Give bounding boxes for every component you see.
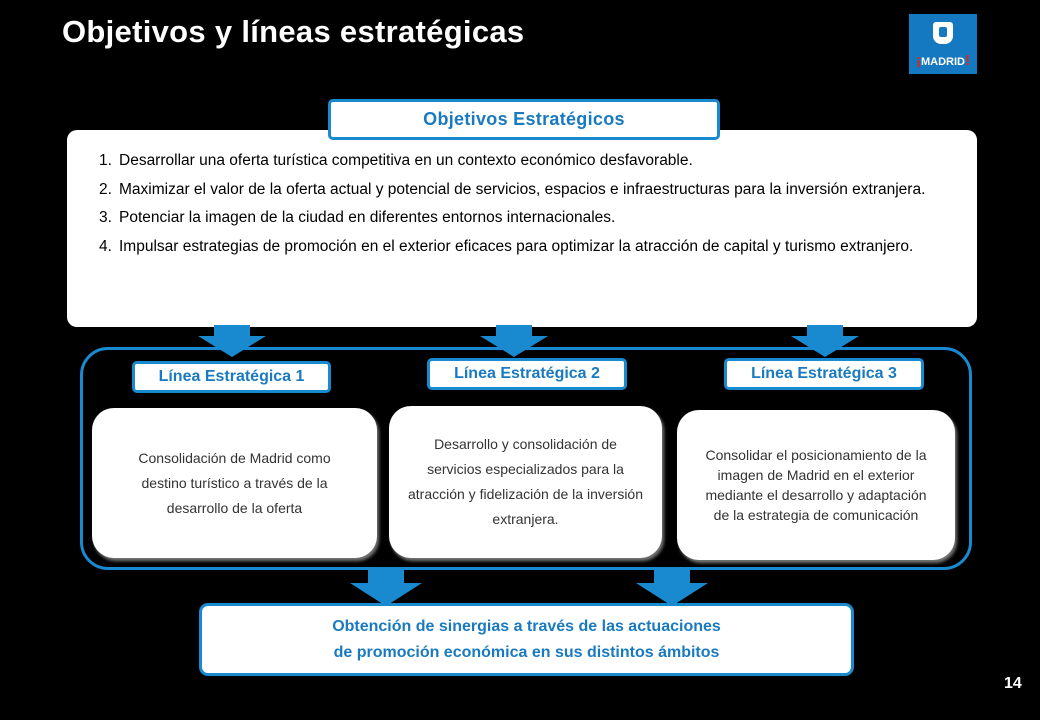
line-card-2 [389,406,662,558]
slide-title: Objetivos y líneas estratégicas [62,14,525,49]
line-card-3 [677,410,955,560]
line-label-2: Línea Estratégica 2 [427,358,627,390]
line-label-1: Línea Estratégica 1 [132,361,331,393]
logo-wordmark: ¡MADRID! [916,52,970,69]
objective-item: 4. Impulsar estrategias de promoción en el exterior eficaces para optimizar la atracción de capital y turismo extranjero. [99,237,914,255]
outcome-line-2: de promoción económica en sus distintos ámbitos [333,644,720,661]
objective-item: 2. Maximizar el valor de la oferta actual y potencial de servicios, espacios e infraestructuras para la inversión extranjera. [99,180,926,198]
page-number: 14 [1004,675,1022,692]
line-card-text: Consolidar el posicionamiento de la imagen de Madrid en el exterior mediante el desarrollo y adaptación de la estrategia de comunicación [705,447,927,523]
line-card-text: Consolidación de Madrid como destino turístico a través de la desarrollo de la oferta [138,449,331,516]
arrow-down-icon [636,570,708,606]
objective-item: 1. Desarrollar una oferta turística competitiva en un contexto económico desfavorable. [99,152,693,169]
line-label-3: Línea Estratégica 3 [724,358,924,390]
outcome-box [199,603,854,676]
line-card-1 [92,408,377,558]
arrow-down-icon [350,570,422,606]
line-card-text: Desarrollo y consolidación de servicios especializados para la atracción y fidelización de la inversión extranjera. [407,436,643,527]
objectives-header: Objetivos Estratégicos [328,99,720,140]
objective-item: 3. Potenciar la imagen de la ciudad en diferentes entornos internacionales. [99,209,616,226]
outcome-line-1: Obtención de sinergias a través de las actuaciones [332,618,721,635]
